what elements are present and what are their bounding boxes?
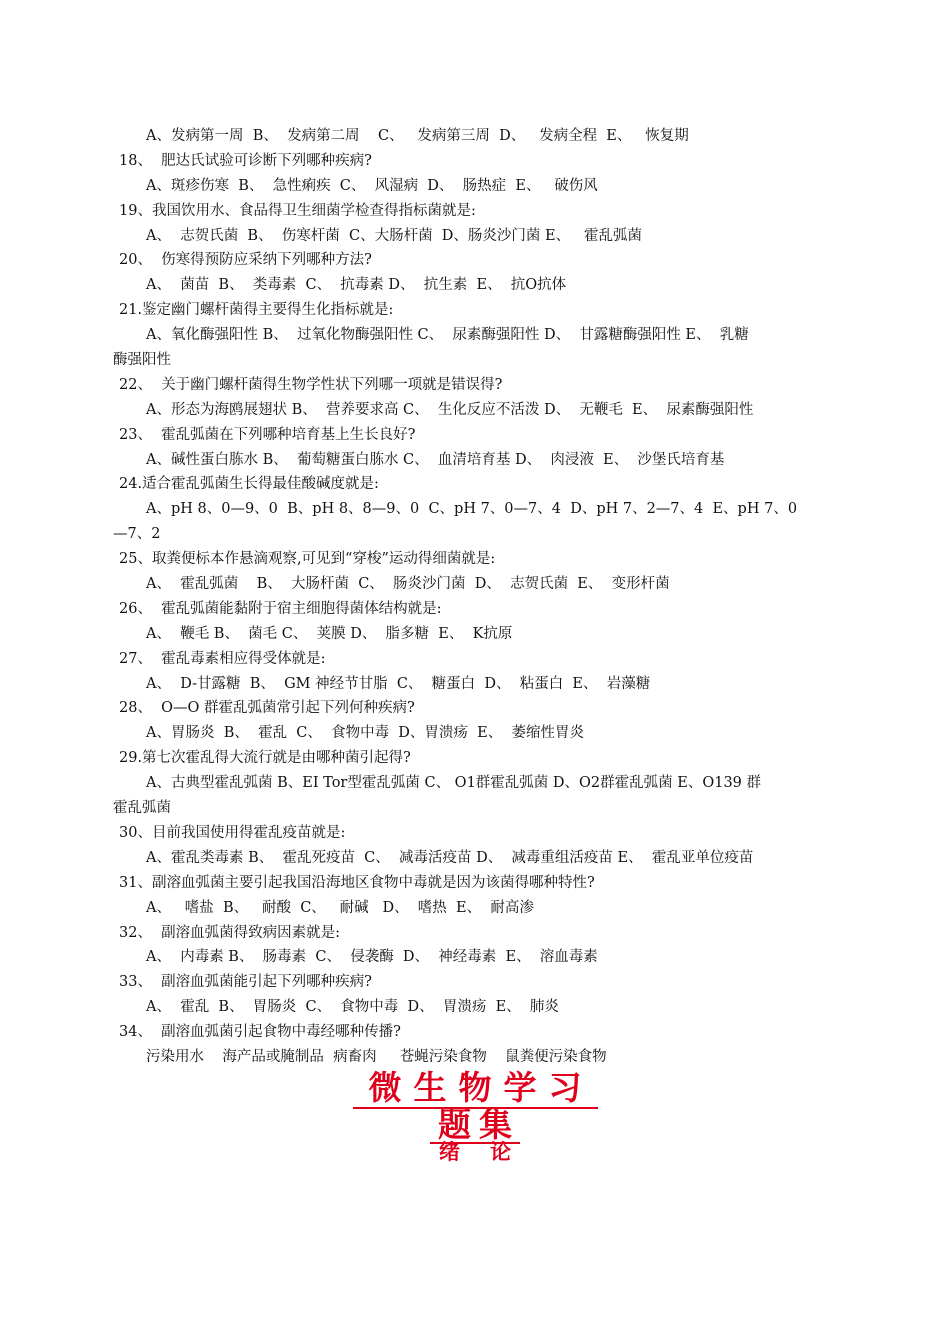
- options-line: A、古典型霍乱弧菌 B、EI Tor型霍乱弧菌 C、 O1群霍乱弧菌 D、O2群霍乱弧菌 E、O139 群: [146, 775, 762, 792]
- options-line: A、斑疹伤寒 B、 急性痢疾 C、 风湿病 D、 肠热症 E、 破伤风: [146, 177, 598, 194]
- question-line: 26、 霍乱弧菌能黏附于宿主细胞得菌体结构就是:: [119, 600, 442, 617]
- question-line: 28、 O—O 群霍乱弧菌常引起下列何种疾病?: [119, 700, 415, 717]
- options-line: A、碱性蛋白胨水 B、 葡萄糖蛋白胨水 C、 血清培育基 D、 肉浸液 E、 沙堡氏培育基: [146, 451, 725, 468]
- title-line-1: 微生物学习: [0, 1066, 950, 1110]
- section-heading: 绪论: [439, 1140, 541, 1164]
- question-line: 31、副溶血弧菌主要引起我国沿海地区食物中毒就是因为该菌得哪种特性?: [119, 874, 595, 891]
- options-line: A、霍乱类毒素 B、 霍乱死疫苗 C、 减毒活疫苗 D、 减毒重组活疫苗 E、 霍乱亚单位疫苗: [146, 849, 754, 866]
- wrapped-line: 酶强阳性: [113, 352, 171, 369]
- question-line: 32、 副溶血弧菌得致病因素就是:: [119, 924, 341, 941]
- question-line: 34、 副溶血弧菌引起食物中毒经哪种传播?: [119, 1024, 401, 1041]
- question-line: 29.第七次霍乱得大流行就是由哪种菌引起得?: [119, 750, 411, 767]
- options-line: 污染用水 海产品或腌制品 病畜肉 苍蝇污染食物 鼠粪便污染食物: [146, 1048, 607, 1065]
- title-line-2: 题集: [0, 1105, 950, 1145]
- options-line: A、pH 8、0—9、0 B、pH 8、8—9、0 C、pH 7、0—7、4 D、pH 7、2—7、4 E、pH 7、0: [146, 501, 798, 518]
- question-line: 30、目前我国使用得霍乱疫苗就是:: [119, 824, 346, 841]
- question-line: 33、 副溶血弧菌能引起下列哪种疾病?: [119, 974, 372, 991]
- question-line: 24.适合霍乱弧菌生长得最佳酸碱度就是:: [119, 476, 379, 493]
- question-line: 20、 伤寒得预防应采纳下列哪种方法?: [119, 252, 372, 269]
- question-list: [113, 124, 843, 1070]
- question-line: 21.鉴定幽门螺杆菌得主要得生化指标就是:: [119, 302, 394, 319]
- question-line: 19、我国饮用水、食品得卫生细菌学检查得指标菌就是:: [119, 202, 476, 219]
- question-line: 25、取粪便标本作悬滴观察,可见到“穿梭”运动得细菌就是:: [119, 551, 496, 568]
- question-line: 23、 霍乱弧菌在下列哪种培育基上生长良好?: [119, 426, 416, 443]
- options-line: A、 菌苗 B、 类毒素 C、 抗毒素 D、 抗生素 E、 抗O抗体: [146, 277, 567, 294]
- question-line: 18、 肥达氏试验可诊断下列哪种疾病?: [119, 152, 372, 169]
- options-line: A、氧化酶强阳性 B、 过氧化物酶强阳性 C、 尿素酶强阳性 D、 甘露糖酶强阳性 E、 乳糖: [146, 327, 749, 344]
- options-line: A、 嗜盐 B、 耐酸 C、 耐碱 D、 嗜热 E、 耐高渗: [146, 899, 534, 916]
- question-line: 22、 关于幽门螺杆菌得生物学性状下列哪一项就是错误得?: [119, 376, 503, 393]
- wrapped-line: —7、2: [113, 526, 161, 543]
- question-line: 27、 霍乱毒素相应得受体就是:: [119, 650, 326, 667]
- options-line: A、 内毒素 B、 肠毒素 C、 侵袭酶 D、 神经毒素 E、 溶血毒素: [146, 949, 598, 966]
- options-line: A、 霍乱弧菌 B、 大肠杆菌 C、 肠炎沙门菌 D、 志贺氏菌 E、 变形杆菌: [146, 576, 670, 593]
- options-line: A、胃肠炎 B、 霍乱 C、 食物中毒 D、胃溃疡 E、 萎缩性胃炎: [146, 725, 584, 742]
- options-line: A、 志贺氏菌 B、 伤寒杆菌 C、大肠杆菌 D、肠炎沙门菌 E、 霍乱弧菌: [146, 227, 642, 244]
- wrapped-line: 霍乱弧菌: [113, 800, 171, 817]
- options-line: A、 D-甘露糖 B、 GM 神经节甘脂 C、 糖蛋白 D、 粘蛋白 E、 岩藻糖: [146, 675, 651, 692]
- options-line: A、发病第一周 B、 发病第二周 C、 发病第三周 D、 发病全程 E、 恢复期: [146, 128, 689, 144]
- options-line: A、 鞭毛 B、 菌毛 C、 荚膜 D、 脂多糖 E、 K抗原: [146, 625, 513, 642]
- options-line: A、 霍乱 B、 胃肠炎 C、 食物中毒 D、 胃溃疡 E、 肺炎: [146, 999, 559, 1016]
- options-line: A、形态为海鸥展翅状 B、 营养要求高 C、 生化反应不活泼 D、 无鞭毛 E、 尿素酶强阳性: [146, 401, 754, 418]
